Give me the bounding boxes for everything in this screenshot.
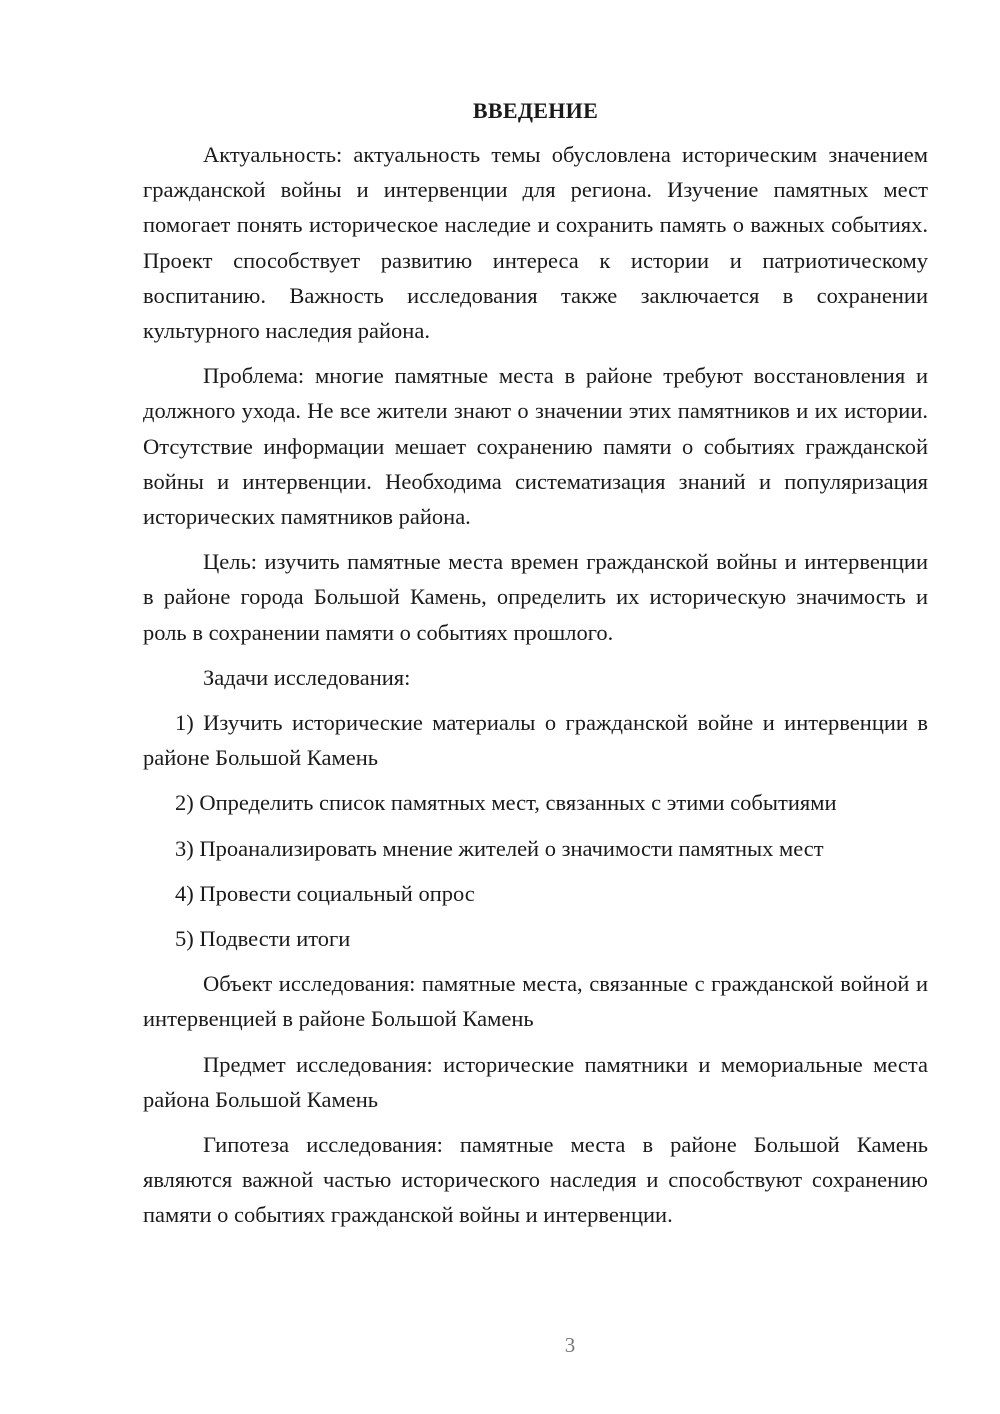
page-number: 3 [564,1333,576,1357]
task-item-3: 3) Проанализировать мнение жителей о значимости памятных мест [175,835,824,861]
task-item-2: 2) Определить список памятных мест, связанных с этими событиями [175,790,837,816]
task-item-4: 4) Провести социальный опрос [175,880,475,906]
paragraph-problem: Проблема: многие памятные места в районе требуют восстановления и должного ухода. Не все жители знают о значении этих памятников и их истории. Отсутствие информации мешает сохранению памяти о событиях гражданской войны и интервенции. Необходима систематизация знаний и популяризация исторических памятников района. [143,363,928,530]
document-page [143,95,928,1233]
paragraph-subject: Предмет исследования: исторические памятники и мемориальные места района Большой Камень [143,1051,928,1112]
page-title: ВВЕДЕНИЕ [472,98,599,123]
tasks-heading: Задачи исследования: [203,664,411,690]
task-item-5: 5) Подвести итоги [175,926,351,952]
paragraph-goal: Цель: изучить памятные места времен гражданской войны и интервенции в районе города Большой Камень, определить их историческую значимость и роль в сохранении памяти о событиях прошлого. [143,549,928,645]
task-item-1: 1) Изучить исторические материалы о гражданской войне и интервенции в районе Большой Камень [143,710,928,771]
paragraph-relevance: Актуальность: актуальность темы обусловлена историческим значением гражданской войны и интервенции для региона. Изучение памятных мест помогает понять историческое наследие и сохранить память о важных событиях. Проект способствует развитию интереса к истории и патриотическому воспитанию. Важность исследования также заключается в сохранении культурного наследия района. [143,142,928,344]
paragraph-object: Объект исследования: памятные места, связанные с гражданской войной и интервенцией в районе Большой Камень [143,971,928,1032]
paragraph-hypothesis: Гипотеза исследования: памятные места в районе Большой Камень являются важной частью исторического наследия и способствуют сохранению памяти о событиях гражданской войны и интервенции. [143,1132,928,1228]
